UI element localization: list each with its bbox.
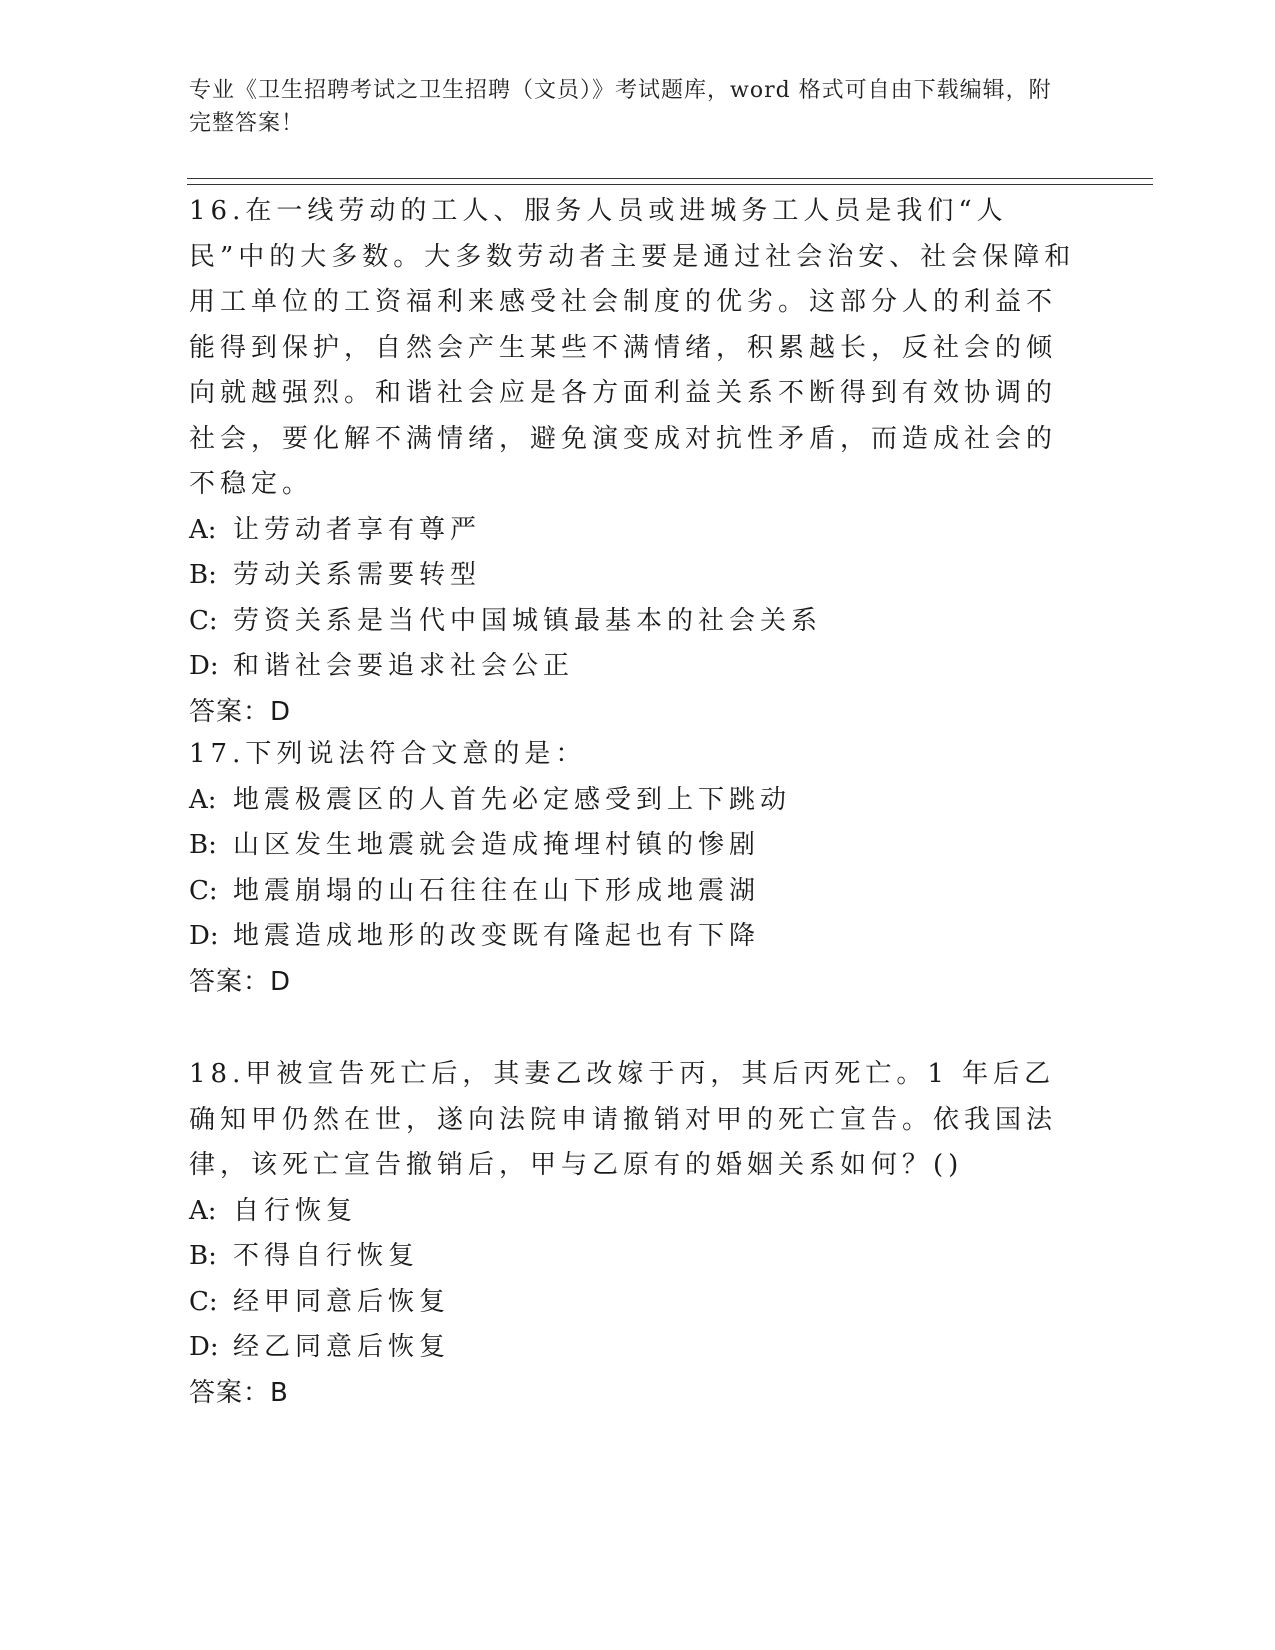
question-number: 18. [189,1059,246,1089]
option-text: 地震造成地形的改变既有隆起也有下降 [233,921,761,951]
question-16 [189,189,1079,735]
option-text: 不得自行恢复 [233,1241,420,1271]
option-letter: B: [189,1241,217,1271]
question-text: 在一线劳动的工人、服务人员或进城务工人员是我们“人民”中的大多数。大多数劳动者主要是通过社会治安、社会保障和用工单位的工资福利来感受社会制度的优劣。这部分人的利益不能得到保护，自然会产生某些不满情绪，积累越长，反社会的倾向就越强烈。和谐社会应是各方面利益关系不断得到有效协调的社会，要化解不满情绪，避免演变成对抗性矛盾，而造成社会的不稳定。 [189,196,1076,499]
option-b [189,823,1079,869]
option-letter: A: [189,784,217,815]
option-text: 地震极震区的人首先必定感受到上下跳动 [233,784,792,815]
option-letter: C: [189,1286,218,1317]
option-text: 和谐社会要追求社会公正 [233,651,575,681]
option-text: 地震崩塌的山石往往在山下形成地震湖 [233,875,761,906]
option-letter: C: [189,875,218,906]
option-b [189,1234,1079,1280]
option-text: 经乙同意后恢复 [233,1332,451,1362]
option-c [189,869,1079,915]
question-number: 16. [189,196,246,226]
option-text: 劳动关系需要转型 [233,560,482,590]
header-divider-bottom [187,184,1153,185]
question-text: 甲被宣告死亡后，其妻乙改嫁于丙，其后丙死亡。1 年后乙确知甲仍然在世，遂向法院申请撤销对甲的死亡宣告。依我国法律，该死亡宣告撤销后，甲与乙原有的婚姻关系如何？() [189,1059,1058,1180]
question-stem [189,732,1079,778]
answer-line: 答案：D [189,966,292,997]
option-letter: D: [189,921,219,951]
option-b [189,553,1079,599]
option-a [189,1189,1079,1235]
option-text: 劳资关系是当代中国城镇最基本的社会关系 [233,605,823,636]
option-text: 自行恢复 [233,1195,358,1226]
document-header: 专业《卫生招聘考试之卫生招聘（文员）》考试题库，word 格式可自由下载编辑，附完整答案！ [189,78,1052,136]
option-letter: D: [189,1332,219,1362]
option-a [189,778,1079,824]
option-text: 经甲同意后恢复 [233,1286,451,1317]
question-17 [189,732,1079,1005]
option-letter: B: [189,830,217,860]
option-letter: A: [189,514,217,545]
question-18 [189,1052,1079,1416]
option-letter: A: [189,1195,217,1226]
question-stem [189,189,1079,508]
option-text: 山区发生地震就会造成掩埋村镇的惨剧 [233,830,761,860]
answer-line: 答案：D [189,696,292,727]
option-c [189,1280,1079,1326]
header-divider-top [187,178,1153,179]
option-a [189,508,1079,554]
question-text: 下列说法符合文意的是： [245,739,587,769]
option-letter: C: [189,605,218,636]
option-c [189,599,1079,645]
option-letter: D: [189,651,219,681]
option-d [189,644,1079,690]
option-text: 让劳动者享有尊严 [233,514,482,545]
question-stem [189,1052,1079,1189]
option-letter: B: [189,560,217,590]
option-d [189,1325,1079,1371]
answer-line: 答案：B [189,1377,289,1408]
question-number: 17. [189,739,246,769]
option-d [189,914,1079,960]
